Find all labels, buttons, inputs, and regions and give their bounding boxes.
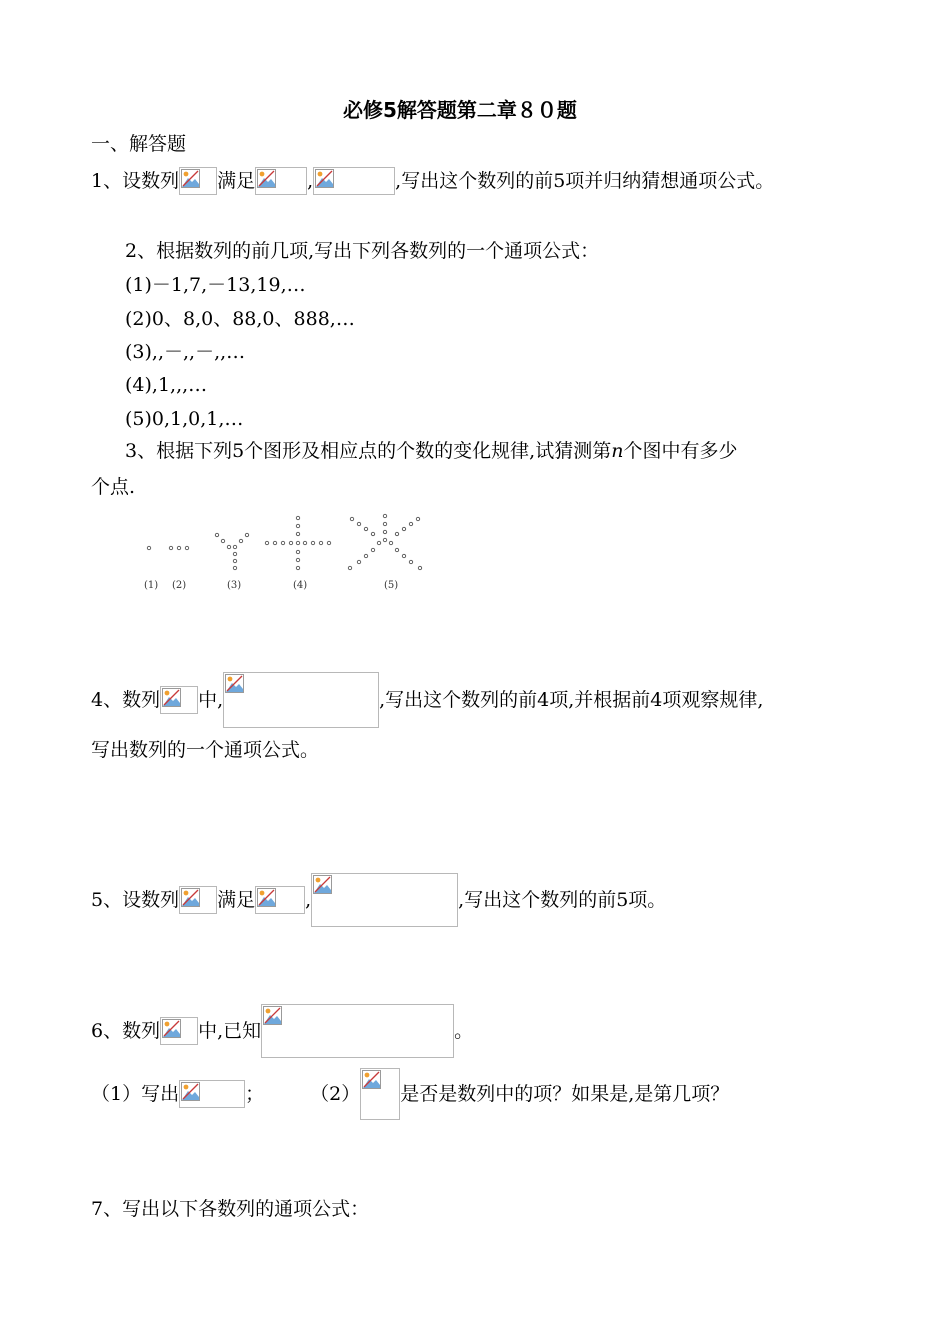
- question-text: ；: [245, 1082, 265, 1105]
- broken-image-icon: [160, 686, 198, 714]
- dot-pattern-figure: [135, 510, 435, 595]
- question-text: 中,: [198, 688, 224, 711]
- question-text: 中,已知: [198, 1019, 262, 1042]
- list-item: (4),1,,,…: [125, 374, 208, 396]
- question-text: （1）写出: [91, 1082, 180, 1105]
- question-6: [91, 1004, 473, 1058]
- broken-image-icon: [160, 1017, 198, 1045]
- broken-image-icon: [261, 1004, 454, 1058]
- question-3: [125, 442, 737, 461]
- question-1: [91, 166, 774, 196]
- question-text: 1、设数列: [91, 169, 180, 192]
- list-item: (3),,－,,－,,…: [125, 341, 246, 363]
- list-item: (1)－1,7,－13,19,…: [125, 274, 306, 296]
- figure-label: (4): [293, 580, 308, 591]
- question-text: 3、根据下列5个图形及相应点的个数的变化规律,试猜测第: [125, 440, 612, 462]
- question-6-subparts: [91, 1068, 729, 1120]
- question-3-continuation: 个点.: [91, 476, 136, 498]
- broken-image-icon: [179, 886, 217, 914]
- question-2-intro: 2、根据数列的前几项,写出下列各数列的一个通项公式：: [125, 240, 600, 262]
- question-5: [91, 873, 666, 927]
- question-text: ,写出这个数列的前4项,并根据前4项观察规律,: [379, 688, 764, 711]
- list-item: (5)0,1,0,1,…: [125, 408, 244, 430]
- question-text: 满足: [217, 888, 256, 911]
- question-text: 5、设数列: [91, 888, 180, 911]
- question-text: 4、数列: [91, 688, 161, 711]
- question-text: ,写出这个数列的前5项。: [458, 888, 667, 911]
- broken-image-icon: [255, 167, 307, 195]
- broken-image-icon: [255, 886, 305, 914]
- broken-image-icon: [311, 873, 458, 927]
- broken-image-icon: [179, 1080, 245, 1108]
- question-4-continuation: 写出数列的一个通项公式。: [91, 739, 320, 761]
- variable-n: n: [611, 440, 624, 462]
- list-item: (2)0、8,0、88,0、888,…: [125, 308, 355, 330]
- broken-image-icon: [360, 1068, 400, 1120]
- question-text: 6、数列: [91, 1019, 161, 1042]
- question-text: 。: [454, 1019, 474, 1042]
- broken-image-icon: [223, 672, 379, 728]
- question-text: ,: [305, 888, 312, 911]
- figure-label: (2): [172, 580, 187, 591]
- question-text: （2）: [310, 1082, 361, 1105]
- question-text: 是否是数列中的项？如果是,是第几项？: [400, 1082, 730, 1105]
- section-heading: 一、解答题: [91, 133, 187, 155]
- broken-image-icon: [313, 167, 395, 195]
- question-4: [91, 672, 763, 728]
- question-text: 满足: [217, 169, 256, 192]
- question-text: ,写出这个数列的前5项并归纳猜想通项公式。: [395, 169, 775, 192]
- figure-label: (1): [144, 580, 159, 591]
- figure-label: (3): [227, 580, 242, 591]
- broken-image-icon: [179, 167, 217, 195]
- figure-label: (5): [384, 580, 399, 591]
- question-text: ,: [307, 169, 314, 192]
- page-title: 必修5解答题第二章８０题: [343, 98, 577, 122]
- question-text: 个图中有多少: [623, 440, 738, 462]
- question-7: 7、写出以下各数列的通项公式：: [91, 1198, 370, 1220]
